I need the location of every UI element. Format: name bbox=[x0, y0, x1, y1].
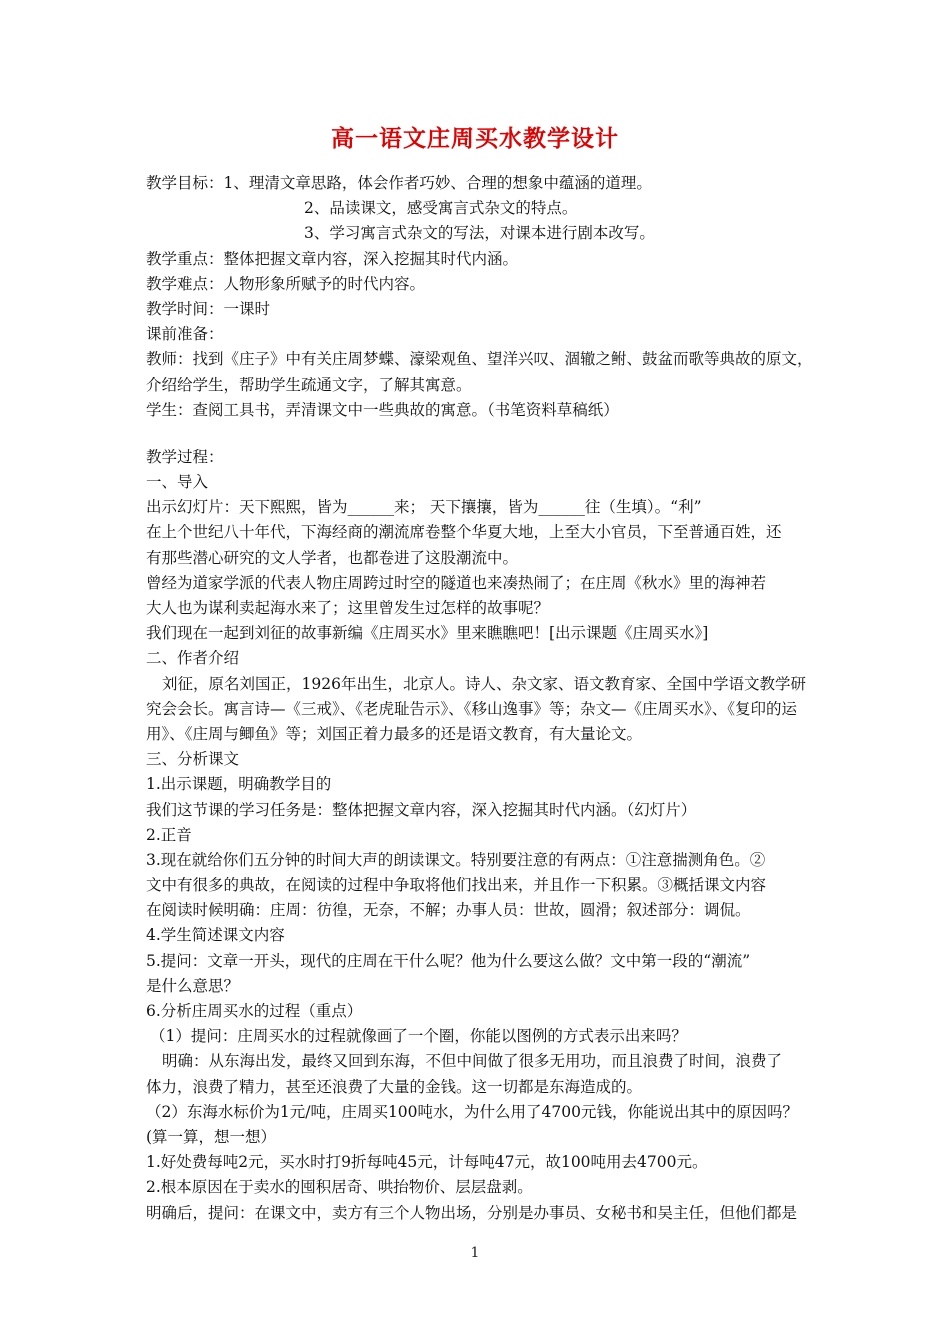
text-line: 学生：查阅工具书，弄清课文中一些典故的寓意。（书笔资料草稿纸） bbox=[146, 400, 619, 419]
text-line: 刘征，原名刘国正，1926年出生，北京人。诗人、杂文家、语文教育家、全国中学语文教学研 bbox=[162, 674, 806, 693]
document-body bbox=[146, 171, 818, 1226]
text-line: 5.提问：文章一开头，现代的庄周在干什么呢？他为什么要这么做？文中第一段的“潮流” bbox=[146, 951, 751, 970]
text-line: 三、分析课文 bbox=[146, 750, 240, 769]
paragraph-gap bbox=[146, 423, 818, 445]
text-line: 3.现在就给你们五分钟的时间大声的朗读课文。特别要注意的有两点：①注意揣测角色。② bbox=[146, 850, 766, 869]
text-line: 用》、《庄周与鲫鱼》等；刘国正着力最多的还是语文教育，有大量论文。 bbox=[146, 724, 643, 743]
text-line: 二、作者介绍 bbox=[146, 649, 240, 668]
document-title: 高一语文庄周买水教学设计 bbox=[331, 126, 619, 152]
text-line: 我们这节课的学习任务是：整体把握文章内容，深入挖掘其时代内涵。（幻灯片） bbox=[146, 800, 697, 819]
text-line: （1）提问：庄周买水的过程就像画了一个圈，你能以图例的方式表示出来吗？ bbox=[150, 1027, 687, 1046]
text-line: 4.学生简述课文内容 bbox=[146, 926, 285, 945]
text-line: 教学难点：人物形象所赋予的时代内容。 bbox=[146, 274, 426, 293]
text-line: 2、品读课文，感受寓言式杂文的特点。 bbox=[304, 199, 578, 218]
text-line: （2）东海水标价为1元/吨，庄周买100吨水，为什么用了4700元钱，你能说出其中的原因吗？ bbox=[146, 1102, 798, 1121]
text-line: 究会会长。寓言诗—《三戒》、《老虎耻告示》、《移山逸事》等；杂文—《庄周买水》、《复印的运 bbox=[146, 699, 798, 718]
text-line: (算一算，想一想） bbox=[146, 1127, 277, 1146]
text-line: 我们现在一起到刘征的故事新编《庄周买水》里来瞧瞧吧！[出示课题《庄周买水》] bbox=[146, 624, 709, 643]
text-line: 教学重点：整体把握文章内容，深入挖掘其时代内涵。 bbox=[146, 249, 519, 268]
text-line: 在阅读时候明确：庄周：彷徨，无奈，不解；办事人员：世故，圆滑；叙述部分：调侃。 bbox=[146, 901, 751, 920]
text-line: 教师：找到《庄子》中有关庄周梦蝶、濠梁观鱼、望洋兴叹、涸辙之鲋、鼓盆而歌等典故的原文， bbox=[146, 350, 813, 369]
text-line: 明确：从东海出发，最终又回到东海，不但中间做了很多无用功，而且浪费了时间，浪费了 bbox=[162, 1052, 783, 1071]
text-line: 1.好处费每吨2元，买水时打9折每吨45元，计每吨47元，故100吨用去4700元。 bbox=[146, 1153, 708, 1172]
text-line: 是什么意思？ bbox=[146, 976, 240, 995]
text-line: 教学时间：一课时 bbox=[146, 299, 271, 318]
text-line: 教学目标：1、理清文章思路，体会作者巧妙、合理的想象中蕴涵的道理。 bbox=[146, 174, 652, 192]
text-line: 一、导入 bbox=[146, 473, 209, 492]
text-line: 3、学习寓言式杂文的写法，对课本进行剧本改写。 bbox=[304, 224, 655, 243]
text-line: 在上个世纪八十年代，下海经商的潮流席卷整个华夏大地，上至大小官员，下至普通百姓，还 bbox=[146, 523, 782, 542]
text-line: 介绍给学生，帮助学生疏通文字，了解其寓意。 bbox=[146, 375, 472, 394]
text-line: 6.分析庄周买水的过程（重点） bbox=[146, 1002, 363, 1020]
text-line: 2.正音 bbox=[146, 825, 192, 844]
text-line: 文中有很多的典故，在阅读的过程中争取将他们找出来，并且作一下积累。③概括课文内容 bbox=[146, 876, 767, 895]
text-line: 大人也为谋利卖起海水来了；这里曾发生过怎样的故事呢？ bbox=[146, 599, 550, 617]
text-line: 有那些潜心研究的文人学者，也都卷进了这股潮流中。 bbox=[146, 548, 519, 567]
text-line: 课前准备： bbox=[146, 325, 224, 344]
text-line: 明确后，提问：在课文中，卖方有三个人物出场，分别是办事员、女秘书和吴主任，但他们都是 bbox=[146, 1203, 798, 1222]
text-line: 教学过程： bbox=[146, 447, 224, 466]
text-line: 1.出示课题，明确教学目的 bbox=[146, 775, 332, 794]
text-line: 体力，浪费了精力，甚至还浪费了大量的金钱。这一切都是东海造成的。 bbox=[146, 1077, 643, 1096]
text-line: 曾经为道家学派的代表人物庄周跨过时空的隧道也来凑热闹了；在庄周《秋水》里的海神若 bbox=[146, 573, 767, 592]
page-number: 1 bbox=[470, 1245, 480, 1261]
text-line: 2.根本原因在于卖水的囤积居奇、哄抬物价、层层盘剥。 bbox=[146, 1178, 533, 1197]
text-line: 出示幻灯片：天下熙熙，皆为______来； 天下攘攘，皆为______往（生填）。“利” bbox=[146, 498, 702, 517]
